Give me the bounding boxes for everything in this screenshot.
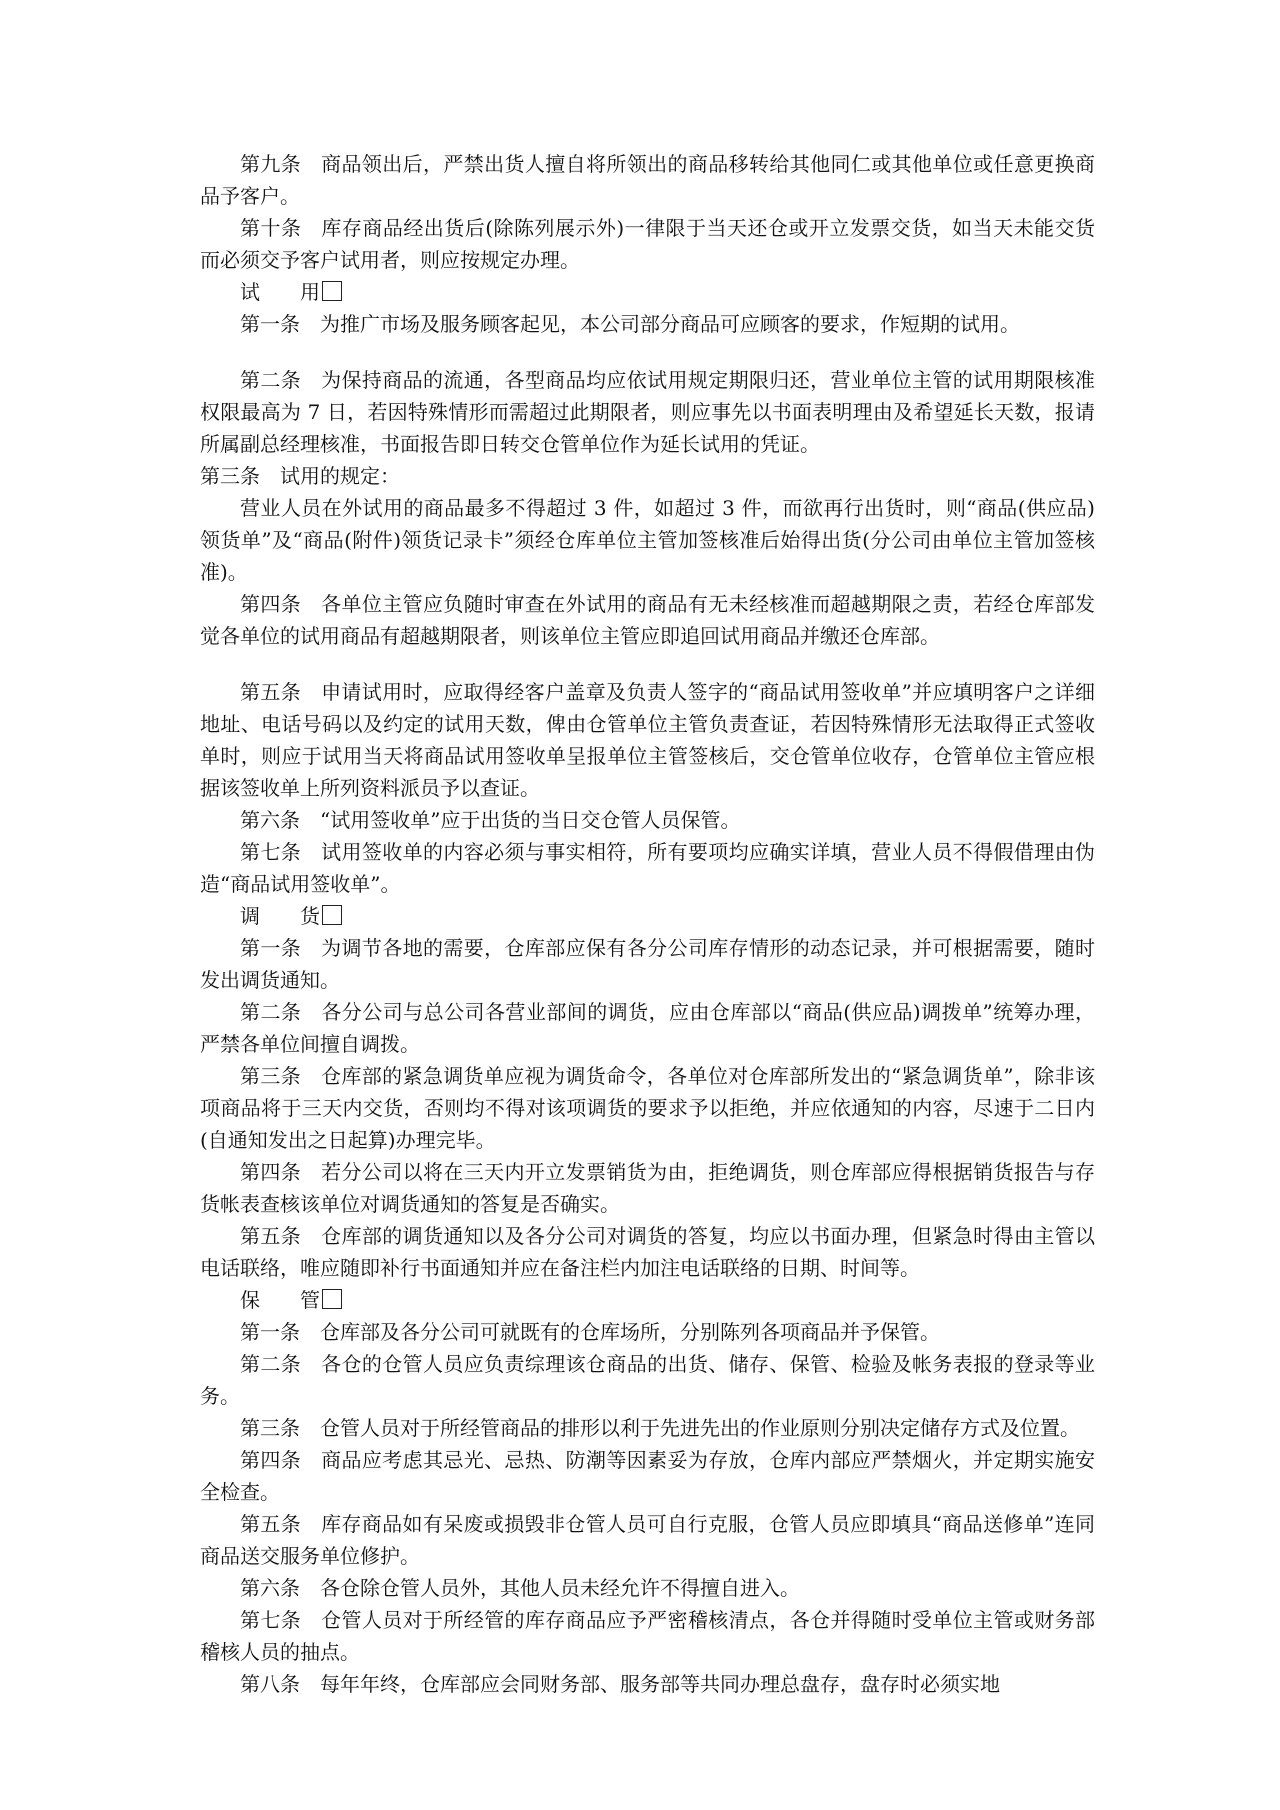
article-number: 第三条 xyxy=(200,464,260,488)
article-paragraph xyxy=(200,1668,1095,1700)
article-number: 第五条 xyxy=(240,1512,302,1536)
article-text: 营业人员在外试用的商品最多不得超过 3 件，如超过 3 件，而欲再行出货时，则“商品(供应品)领货单”及“商品(附件)领货记录卡”须经仓库单位主管加签核准后始得出货(分公司由单位主管加签核准)。 xyxy=(200,496,1095,584)
heading-char: 货 xyxy=(300,904,320,928)
block-shipping-rules xyxy=(200,148,1095,276)
heading-char: 调 xyxy=(240,904,260,928)
checkbox-square-icon xyxy=(322,1289,342,1309)
article-text: 为推广市场及服务顾客起见，本公司部分商品可应顾客的要求，作短期的试用。 xyxy=(320,312,1020,336)
article-number: 第十条 xyxy=(240,216,302,240)
article-text: 为调节各地的需要，仓库部应保有各分公司库存情形的动态记录，并可根据需要，随时发出调货通知。 xyxy=(200,936,1095,992)
article-paragraph xyxy=(200,1508,1095,1572)
article-text: 仓库部的紧急调货单应视为调货命令，各单位对仓库部所发出的“紧急调货单”，除非该项商品将于三天内交货，否则均不得对该项调货的要求予以拒绝，并应依通知的内容，尽速于二日内(自通知发出之日起算)办理完毕。 xyxy=(200,1064,1096,1152)
article-paragraph xyxy=(200,364,1095,460)
article-text: “试用签收单”应于出货的当日交仓管人员保管。 xyxy=(320,808,741,832)
section-heading-custody xyxy=(200,1284,1095,1316)
article-number: 第六条 xyxy=(240,808,300,832)
article-number: 第三条 xyxy=(240,1064,302,1088)
article-paragraph xyxy=(200,460,1095,492)
article-text: 各仓的仓管人员应负责综理该仓商品的出货、储存、保管、检验及帐务表报的登录等业务。 xyxy=(200,1352,1095,1408)
article-paragraph xyxy=(200,996,1095,1060)
article-number: 第一条 xyxy=(240,1320,300,1344)
article-text: 库存商品经出货后(除陈列展示外)一律限于当天还仓或开立发票交货，如当天未能交货而必须交予客户试用者，则应按规定办理。 xyxy=(200,216,1095,272)
article-text: 为保持商品的流通，各型商品均应依试用规定期限归还，营业单位主管的试用期限核准权限最高为 7 日，若因特殊情形而需超过此期限者，则应事先以书面表明理由及希望延长天数，报请所属副总经理核准，书面报告即日转交仓管单位作为延长试用的凭证。 xyxy=(200,368,1095,456)
article-number: 第二条 xyxy=(240,1000,302,1024)
article-text: 试用的规定： xyxy=(280,464,400,488)
heading-char: 管 xyxy=(300,1288,320,1312)
article-number: 第五条 xyxy=(240,680,302,704)
article-number: 第四条 xyxy=(240,1448,302,1472)
article-text: 若分公司以将在三天内开立发票销货为由，拒绝调货，则仓库部应得根据销货报告与存货帐表查核该单位对调货通知的答复是否确实。 xyxy=(200,1160,1095,1216)
article-paragraph xyxy=(200,492,1095,588)
article-number: 第九条 xyxy=(240,152,302,176)
article-text: 商品应考虑其忌光、忌热、防潮等因素妥为存放，仓库内部应严禁烟火，并定期实施安全检查。 xyxy=(200,1448,1095,1504)
article-number: 第二条 xyxy=(240,368,302,392)
article-number: 第一条 xyxy=(240,936,302,960)
document-body xyxy=(200,148,1095,1700)
article-paragraph xyxy=(200,1156,1095,1220)
article-number: 第一条 xyxy=(240,312,300,336)
article-paragraph xyxy=(200,1572,1095,1604)
article-text: 库存商品如有呆废或损毁非仓管人员可自行克服，仓管人员应即填具“商品送修单”连同商品送交服务单位修护。 xyxy=(200,1512,1096,1568)
article-number: 第八条 xyxy=(240,1672,300,1696)
article-number: 第二条 xyxy=(240,1352,302,1376)
article-number: 第三条 xyxy=(240,1416,300,1440)
article-paragraph xyxy=(200,1316,1095,1348)
article-text: 仓管人员对于所经管商品的排形以利于先进先出的作业原则分别决定储存方式及位置。 xyxy=(320,1416,1080,1440)
article-number: 第六条 xyxy=(240,1576,300,1600)
article-paragraph xyxy=(200,308,1095,340)
article-text: 各单位主管应负随时审查在外试用的商品有无未经核准而超越期限之责，若经仓库部发觉各单位的试用商品有超越期限者，则该单位主管应即追回试用商品并缴还仓库部。 xyxy=(200,592,1095,648)
article-number: 第五条 xyxy=(240,1224,302,1248)
article-paragraph xyxy=(200,804,1095,836)
section-heading-transfer xyxy=(200,900,1095,932)
article-text: 试用签收单的内容必须与事实相符，所有要项均应确实详填，营业人员不得假借理由伪造“商品试用签收单”。 xyxy=(200,840,1095,896)
article-paragraph xyxy=(200,588,1095,652)
heading-char: 保 xyxy=(240,1288,260,1312)
checkbox-square-icon xyxy=(322,905,342,925)
article-paragraph xyxy=(200,932,1095,996)
heading-char: 试 xyxy=(240,280,260,304)
article-number: 第七条 xyxy=(240,840,302,864)
article-text: 仓库部及各分公司可就既有的仓库场所，分别陈列各项商品并予保管。 xyxy=(320,1320,940,1344)
article-paragraph xyxy=(200,836,1095,900)
article-text: 各分公司与总公司各营业部间的调货，应由仓库部以“商品(供应品)调拨单”统筹办理，严禁各单位间擅自调拨。 xyxy=(200,1000,1095,1056)
article-text: 每年年终，仓库部应会同财务部、服务部等共同办理总盘存，盘存时必须实地 xyxy=(320,1672,1000,1696)
article-text: 各仓除仓管人员外，其他人员未经允许不得擅自进入。 xyxy=(320,1576,800,1600)
article-paragraph xyxy=(200,1444,1095,1508)
article-paragraph xyxy=(200,1220,1095,1284)
article-paragraph xyxy=(200,1060,1095,1156)
article-paragraph xyxy=(200,1348,1095,1412)
article-number: 第四条 xyxy=(240,1160,302,1184)
article-paragraph xyxy=(200,1412,1095,1444)
article-text: 商品领出后，严禁出货人擅自将所领出的商品移转给其他同仁或其他单位或任意更换商品予客户。 xyxy=(200,152,1095,208)
article-paragraph xyxy=(200,212,1095,276)
heading-char: 用 xyxy=(300,280,320,304)
article-paragraph xyxy=(200,148,1095,212)
section-heading-trial xyxy=(200,276,1095,308)
article-text: 仓库部的调货通知以及各分公司对调货的答复，均应以书面办理，但紧急时得由主管以电话联络，唯应随即补行书面通知并应在备注栏内加注电话联络的日期、时间等。 xyxy=(200,1224,1095,1280)
checkbox-square-icon xyxy=(322,281,342,301)
article-text: 申请试用时，应取得经客户盖章及负责人签字的“商品试用签收单”并应填明客户之详细地址、电话号码以及约定的试用天数，俾由仓管单位主管负责查证，若因特殊情形无法取得正式签收单时，则应于试用当天将商品试用签收单呈报单位主管签核后，交仓管单位收存，仓管单位主管应根据该签收单上所列资料派员予以查证。 xyxy=(200,680,1096,800)
article-number: 第七条 xyxy=(240,1608,302,1632)
article-text: 仓管人员对于所经管的库存商品应予严密稽核清点，各仓并得随时受单位主管或财务部稽核人员的抽点。 xyxy=(200,1608,1095,1664)
article-paragraph xyxy=(200,1604,1095,1668)
article-paragraph xyxy=(200,676,1095,804)
article-number: 第四条 xyxy=(240,592,302,616)
